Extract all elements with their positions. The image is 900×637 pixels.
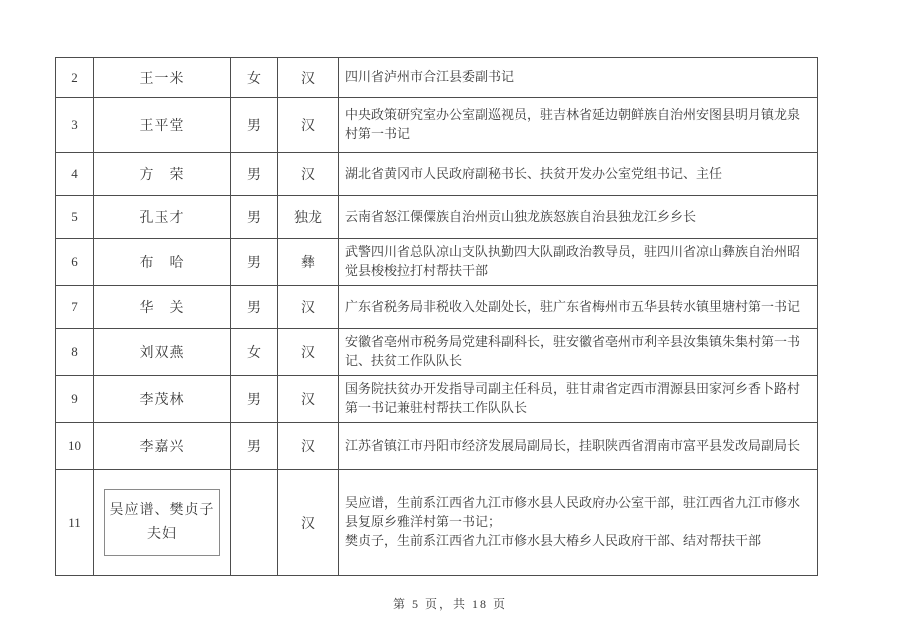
name-cell bbox=[94, 470, 231, 576]
table-row-couple bbox=[56, 470, 818, 576]
ethnicity-cell: 汉 bbox=[278, 329, 339, 376]
name-cell: 方 荣 bbox=[94, 153, 231, 196]
gender-cell: 女 bbox=[231, 58, 278, 98]
table-row bbox=[56, 329, 818, 376]
ethnicity-cell: 汉 bbox=[278, 58, 339, 98]
name-cell: 华 关 bbox=[94, 286, 231, 329]
row-number-cell: 9 bbox=[56, 376, 94, 423]
row-number-cell: 2 bbox=[56, 58, 94, 98]
row-number-cell: 4 bbox=[56, 153, 94, 196]
table-row bbox=[56, 98, 818, 153]
ethnicity-cell: 汉 bbox=[278, 470, 339, 576]
name-cell: 刘双燕 bbox=[94, 329, 231, 376]
description-paragraph-1: 吴应谱，生前系江西省九江市修水县人民政府办公室干部，驻江西省九江市修水县复原乡雅洋村第一书记； bbox=[345, 495, 801, 530]
name-cell: 李茂林 bbox=[94, 376, 231, 423]
description-cell: 安徽省亳州市税务局党建科副科长，驻安徽省亳州市利辛县汝集镇朱集村第一书记、扶贫工作队队长 bbox=[339, 329, 818, 376]
table-row bbox=[56, 423, 818, 470]
officials-table bbox=[55, 57, 818, 576]
page-number-footer: 第 5 页，共 18 页 bbox=[392, 597, 507, 611]
ethnicity-cell: 独龙 bbox=[278, 196, 339, 239]
description-cell bbox=[339, 470, 818, 576]
name-cell: 王平堂 bbox=[94, 98, 231, 153]
description-cell: 国务院扶贫办开发指导司副主任科员，驻甘肃省定西市渭源县田家河乡香卜路村第一书记兼驻村帮扶工作队队长 bbox=[339, 376, 818, 423]
table-row bbox=[56, 196, 818, 239]
table-row bbox=[56, 239, 818, 286]
gender-cell: 男 bbox=[231, 423, 278, 470]
name-line-2: 夫妇 bbox=[147, 526, 177, 542]
gender-cell: 男 bbox=[231, 376, 278, 423]
ethnicity-cell: 彝 bbox=[278, 239, 339, 286]
row-number-cell: 10 bbox=[56, 423, 94, 470]
ethnicity-cell: 汉 bbox=[278, 98, 339, 153]
description-paragraph-2: 樊贞子，生前系江西省九江市修水县大椿乡人民政府干部、结对帮扶干部 bbox=[345, 532, 762, 548]
table-row bbox=[56, 153, 818, 196]
gender-cell: 男 bbox=[231, 98, 278, 153]
name-cell: 孔玉才 bbox=[94, 196, 231, 239]
name-line-1: 吴应谱、樊贞子 bbox=[109, 503, 215, 519]
description-cell: 湖北省黄冈市人民政府副秘书长、扶贫开发办公室党组书记、主任 bbox=[339, 153, 818, 196]
row-number-cell: 6 bbox=[56, 239, 94, 286]
gender-cell bbox=[231, 470, 278, 576]
gender-cell: 男 bbox=[231, 286, 278, 329]
ethnicity-cell: 汉 bbox=[278, 153, 339, 196]
gender-cell: 男 bbox=[231, 153, 278, 196]
row-number-cell: 5 bbox=[56, 196, 94, 239]
description-cell: 武警四川省总队凉山支队执勤四大队副政治教导员，驻四川省凉山彝族自治州昭觉县梭梭拉打村帮扶干部 bbox=[339, 239, 818, 286]
description-cell: 广东省税务局非税收入处副处长，驻广东省梅州市五华县转水镇里塘村第一书记 bbox=[339, 286, 818, 329]
ethnicity-cell: 汉 bbox=[278, 286, 339, 329]
row-number-cell: 11 bbox=[56, 470, 94, 576]
description-cell: 四川省泸州市合江县委副书记 bbox=[339, 58, 818, 98]
row-number-cell: 3 bbox=[56, 98, 94, 153]
description-cell: 中央政策研究室办公室副巡视员，驻吉林省延边朝鲜族自治州安图县明月镇龙泉村第一书记 bbox=[339, 98, 818, 153]
name-cell: 王一米 bbox=[94, 58, 231, 98]
gender-cell: 男 bbox=[231, 239, 278, 286]
name-cell: 李嘉兴 bbox=[94, 423, 231, 470]
table-row bbox=[56, 376, 818, 423]
ethnicity-cell: 汉 bbox=[278, 376, 339, 423]
description-cell: 云南省怒江傈僳族自治州贡山独龙族怒族自治县独龙江乡乡长 bbox=[339, 196, 818, 239]
row-number-cell: 8 bbox=[56, 329, 94, 376]
ethnicity-cell: 汉 bbox=[278, 423, 339, 470]
row-number-cell: 7 bbox=[56, 286, 94, 329]
gender-cell: 女 bbox=[231, 329, 278, 376]
gender-cell: 男 bbox=[231, 196, 278, 239]
table-row bbox=[56, 58, 818, 98]
name-annotation-box bbox=[104, 489, 220, 555]
name-cell: 布 哈 bbox=[94, 239, 231, 286]
description-cell: 江苏省镇江市丹阳市经济发展局副局长，挂职陕西省渭南市富平县发改局副局长 bbox=[339, 423, 818, 470]
table-row bbox=[56, 286, 818, 329]
